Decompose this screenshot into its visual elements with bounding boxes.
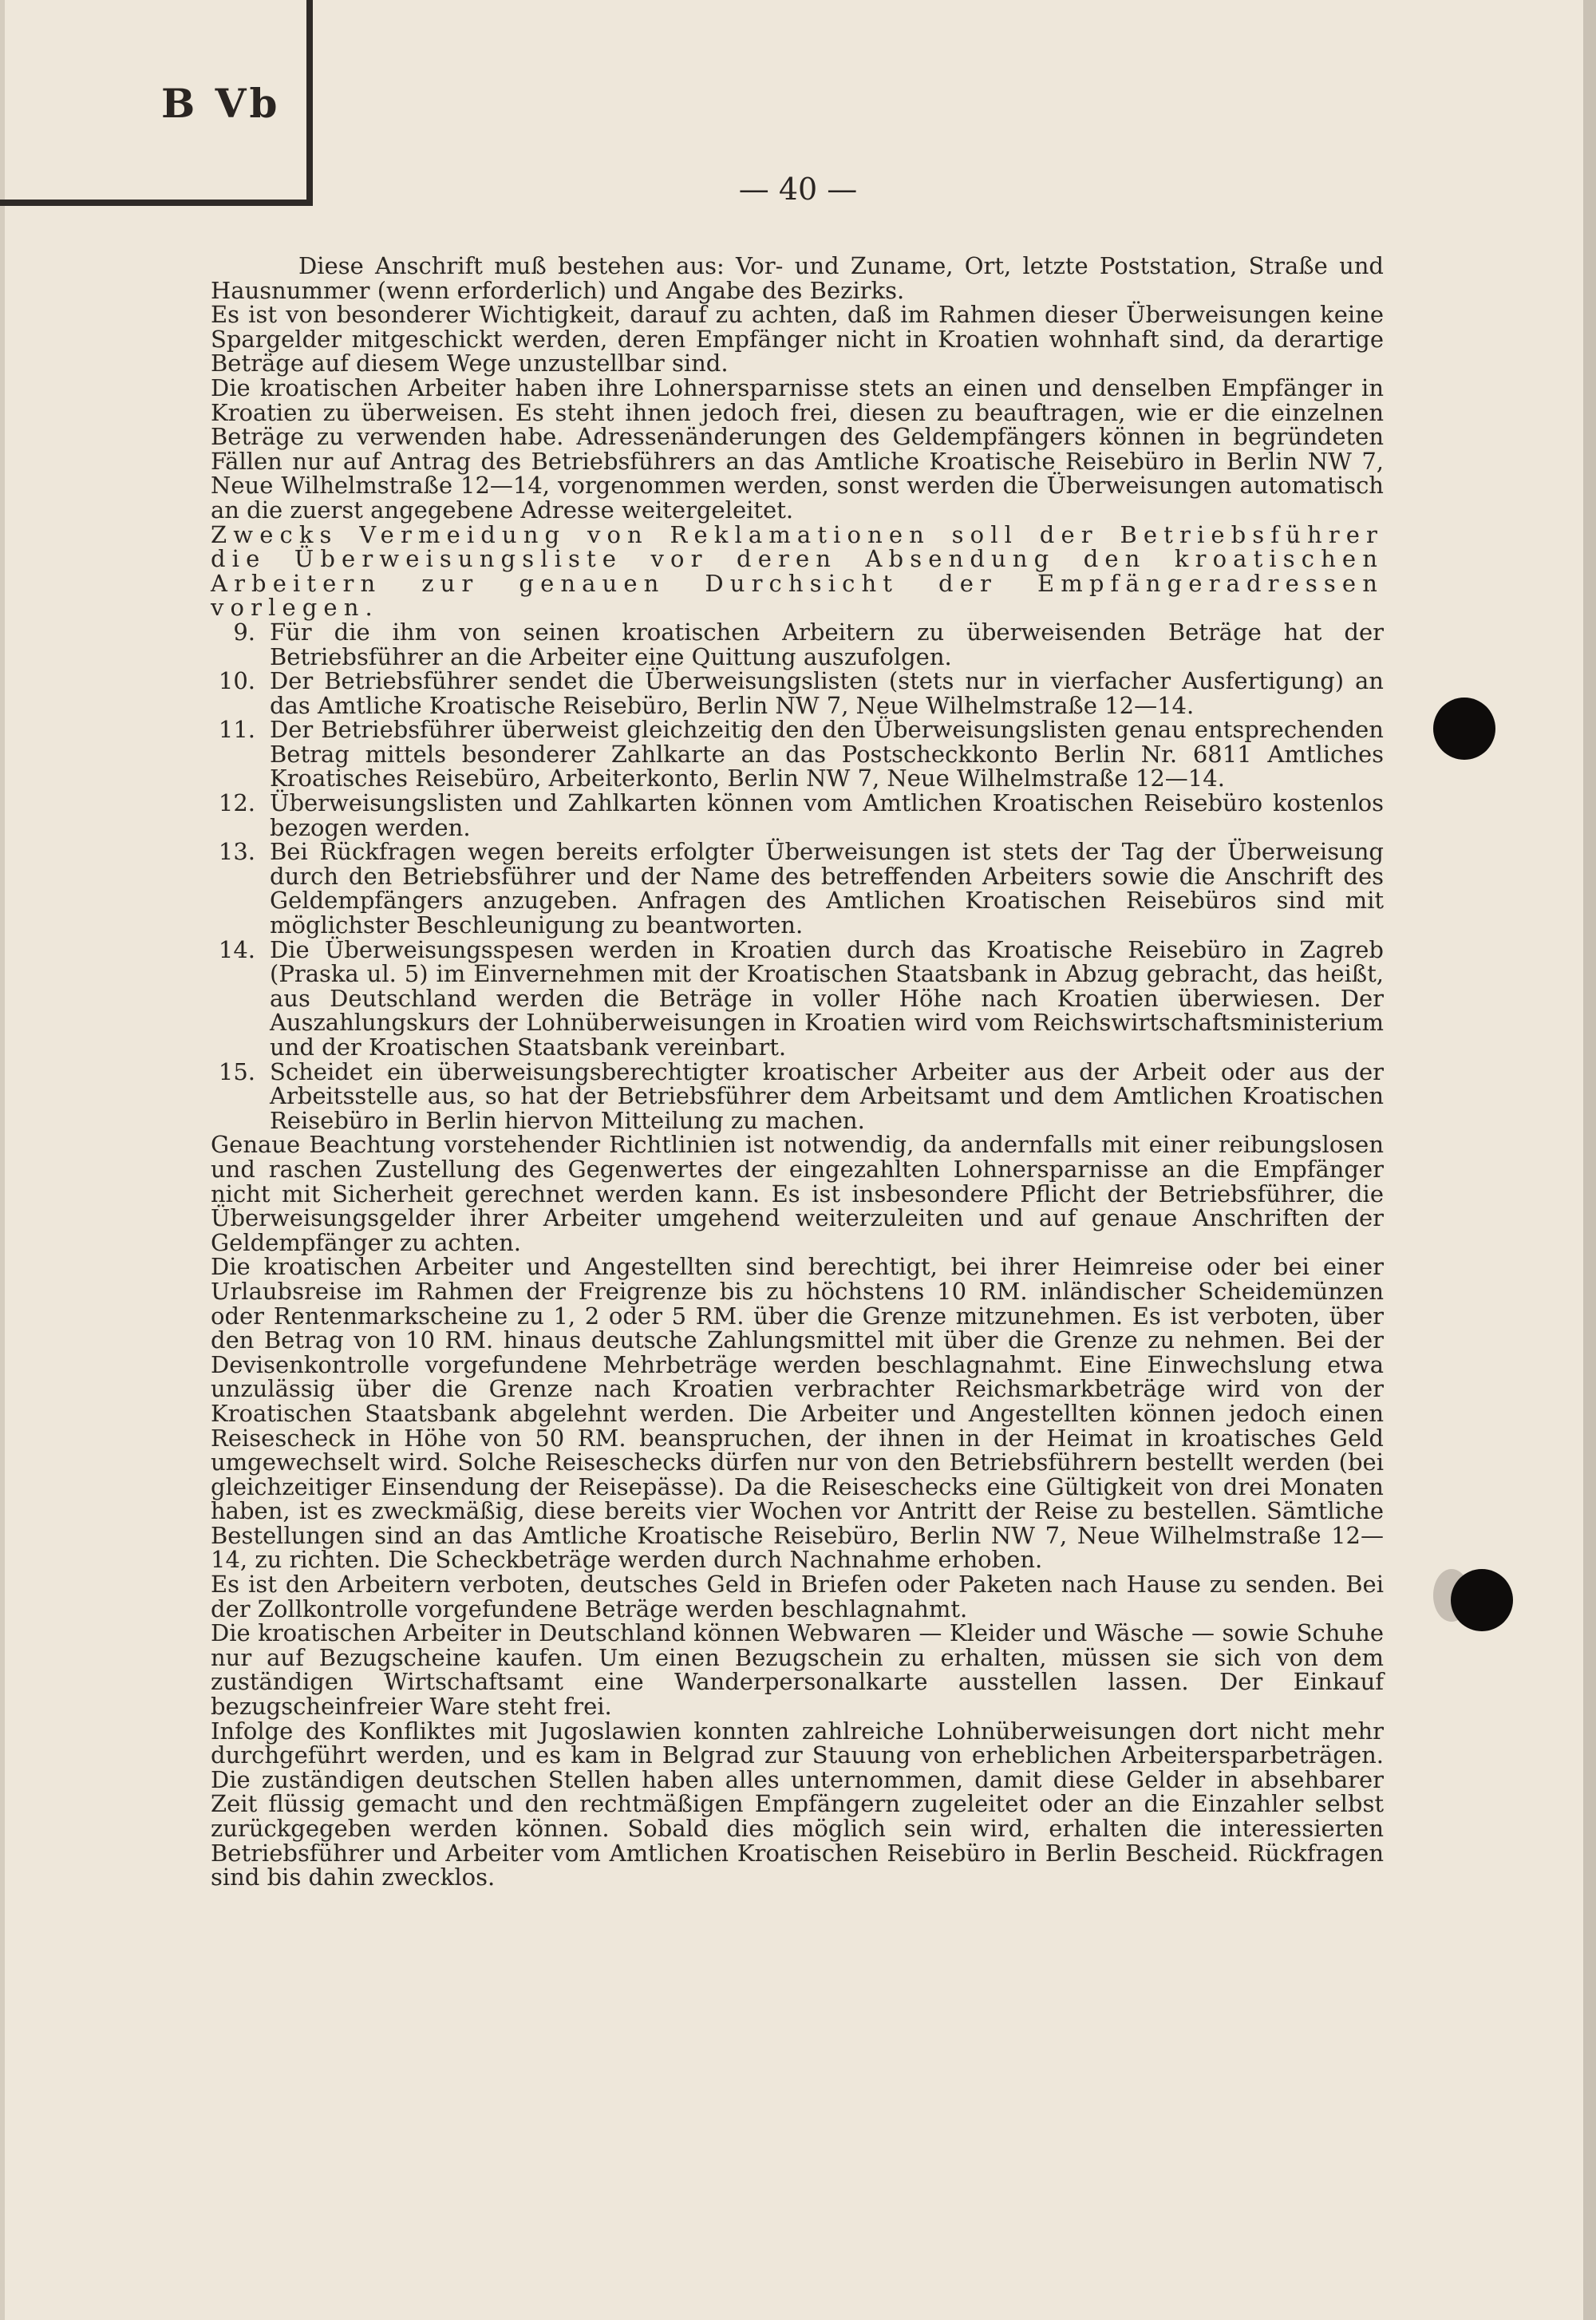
paragraph-yugoslavia-conflict: Infolge des Konfliktes mit Jugoslawien konnten zahlreiche Lohnüberweisungen dort nicht mehr durchgeführt werden, und es kam in Belgrad zur Stauung von erheblichen Arbeitersparbeträgen. Die zuständigen deutschen Stellen haben alles unternommen, damit diese Gelder in absehbarer Zeit flüssig gemacht und den rechtmäßigen Empfängern zugeleitet oder an die Einzahler selbst zurückgegeben werden können. Sobald dies möglich sein wird, erhalten die interessierten Betriebsführer und Arbeiter vom Amtlichen Kroatischen Reisebüro in Berlin Bescheid. Rückfragen sind bis dahin zwecklos. — [211, 1717, 1384, 1891]
item-text: Bei Rückfragen wegen bereits erfolgter Überweisungen ist stets der Tag der Überweisung durch den Betriebsführer und der Name des betreffenden Arbeiters sowie die Anschrift des Geldempfängers anzugeben. Anfragen des Amtlichen Kroatischen Reisebüros sind mit möglichster Beschleunigung zu beantworten. — [270, 838, 1384, 939]
paragraph-avoid-complaints: Zwecks Vermeidung von Reklamationen soll der Betriebsführer die Überweisungsliste vor deren Absendung den kroatischen Arbeitern zur genauen Durchsicht der Empfängeradressen vorlegen. — [211, 520, 1384, 622]
document-body — [211, 254, 1384, 1890]
item-text: Überweisungslisten und Zahlkarten können vom Amtlichen Kroatischen Reisebüro kostenlos bezogen werden. — [270, 789, 1384, 841]
item-text: Die Überweisungsspesen werden in Kroatien durch das Kroatische Reisebüro in Zagreb (Praska ul. 5) im Einvernehmen mit der Kroatischen Staatsbank in Abzug gebracht, das heißt, aus Deutschland werden die Beträge in voller Höhe nach Kroatien überwiesen. Der Auszahlungskurs der Lohnüberweisungen in Kroatien wird vom Reichswirtschaftsministerium und der Kroatischen Staatsbank vereinbart. — [270, 935, 1384, 1061]
list-item — [211, 620, 1384, 669]
item-number: 9. — [233, 618, 255, 646]
item-number: 14. — [218, 935, 255, 963]
paragraph-compliance: Genaue Beachtung vorstehender Richtlinien ist notwendig, da andernfalls mit einer reibungslosen und raschen Zustellung des Gegenwertes der eingezahlten Lohnersparnisse an die Empfänger nicht mit Sicherheit gerechnet werden kann. Es ist insbesondere Pflicht der Betriebsführer, die Überweisungsgelder ihrer Arbeiter umgehend weiterzuleiten und auf genaue Anschriften der Geldempfänger zu achten. — [211, 1131, 1384, 1256]
punch-hole-bottom — [1451, 1569, 1513, 1631]
item-text: Der Betriebsführer sendet die Überweisungslisten (stets nur in vierfacher Ausfertigung) an das Amtliche Kroatische Reisebüro, Berlin NW 7, Neue Wilhelmstraße 12—14. — [270, 667, 1384, 719]
paragraph-ration-coupons: Die kroatischen Arbeiter in Deutschland können Webwaren — Kleider und Wäsche — sowie Schuhe nur auf Bezugscheine kaufen. Um einen Bezugschein zu erhalten, müssen sie sich von dem zuständigen Wirtschaftsamt eine Wanderpersonalkarte ausstellen lassen. Der Einkauf bezugscheinfreier Ware steht frei. — [211, 1619, 1384, 1721]
item-text: Scheidet ein überweisungsberechtigter kroatischer Arbeiter aus der Arbeit oder aus der Arbeitsstelle aus, so hat der Betriebsführer dem Arbeitsamt und dem Amtlichen Kroatischen Reisebüro in Berlin hiervon Mitteilung zu machen. — [270, 1057, 1384, 1134]
page-edge-right — [1583, 0, 1596, 2320]
list-item — [211, 935, 1384, 1061]
item-text: Der Betriebsführer überweist gleichzeitig den den Überweisungslisten genau entsprechenden Betrag mittels besonderer Zahlkarte an das Postscheckkonto Berlin Nr. 6811 Amtliches Kroatisches Reisebüro, Arbeiterkonto, Berlin NW 7, Neue Wilhelmstraße 12—14. — [270, 716, 1384, 792]
item-number: 15. — [218, 1057, 255, 1085]
item-number: 12. — [218, 789, 255, 817]
item-number: 10. — [218, 667, 255, 695]
paragraph-savings-warning: Es ist von besonderer Wichtigkeit, darauf zu achten, daß im Rahmen dieser Überweisungen keine Spargelder mitgeschickt werden, deren Empfänger nicht in Kroatien wohnhaft sind, da derartige Beträge auf diesem Wege unzustellbar sind. — [211, 301, 1384, 377]
document-code: B Vb — [161, 80, 281, 127]
list-item — [211, 669, 1384, 717]
list-item — [211, 840, 1384, 937]
page-number: — 40 — — [738, 172, 858, 207]
list-item — [211, 717, 1384, 791]
item-number: 11. — [218, 716, 255, 744]
punch-hole-top — [1433, 698, 1495, 760]
list-item — [211, 791, 1384, 840]
page-edge-left — [0, 0, 5, 2320]
paragraph-mail-ban: Es ist den Arbeitern verboten, deutsches Geld in Briefen oder Paketen nach Hause zu senden. Bei der Zollkontrolle vorgefundene Beträge werden beschlagnahmt. — [211, 1571, 1384, 1622]
list-item — [211, 1057, 1384, 1134]
item-number: 13. — [218, 838, 255, 866]
paragraph-currency-limits: Die kroatischen Arbeiter und Angestellten sind berechtigt, bei ihrer Heimreise oder bei einer Urlaubsreise im Rahmen der Freigrenze bis zu höchstens 10 RM. inländischer Scheidemünzen oder Rentenmarkscheine zu 1, 2 oder 5 RM. über die Grenze mitzunehmen. Es ist verboten, über den Betrag von 10 RM. hinaus deutsche Zahlungsmittel mit über die Grenze zu nehmen. Bei der Devisenkontrolle vorgefundene Mehrbeträge werden beschlagnahmt. Eine Einwechslung etwa unzulässig über die Grenze nach Kroatien verbrachter Reichsmarkbeträge wird von der Kroatischen Staatsbank abgelehnt werden. Die Arbeiter und Angestellten können jedoch einen Reisescheck in Höhe von 50 RM. beanspruchen, der ihnen in der Heimat in kroatisches Geld umgewechselt wird. Solche Reiseschecks dürfen nur von den Betriebsführern bestellt werden (bei gleichzeitiger Einsendung der Reisepässe). Da die Reiseschecks eine Gültigkeit von drei Monaten haben, ist es zweckmäßig, diese bereits vier Wochen vor Antritt der Reise zu bestellen. Sämtliche Bestellungen sind an das Amtliche Kroatische Reisebüro, Berlin NW 7, Neue Wilhelmstraße 12—14, zu richten. Die Scheckbeträge werden durch Nachnahme erhoben. — [211, 1253, 1384, 1574]
paragraph-address: Diese Anschrift muß bestehen aus: Vor- und Zuname, Ort, letzte Poststation, Straße und Hausnummer (wenn erforderlich) und Angabe des Bezirks. — [211, 252, 1384, 304]
item-text: Für die ihm von seinen kroatischen Arbeitern zu überweisenden Beträge hat der Betriebsführer an die Arbeiter eine Quittung auszufolgen. — [270, 618, 1384, 670]
paragraph-same-recipient: Die kroatischen Arbeiter haben ihre Lohnersparnisse stets an einen und denselben Empfänger in Kroatien zu überweisen. Es steht ihnen jedoch frei, diesen zu beauftragen, wie er die einzelnen Beträge zu verwenden habe. Adressenänderungen des Geldempfängers können in begründeten Fällen nur auf Antrag des Betriebsführers an das Amtliche Kroatische Reisebüro in Berlin NW 7, Neue Wilhelmstraße 12—14, vorgenommen werden, sonst werden die Überweisungen automatisch an die zuerst angegebene Adresse weitergeleitet. — [211, 373, 1384, 524]
